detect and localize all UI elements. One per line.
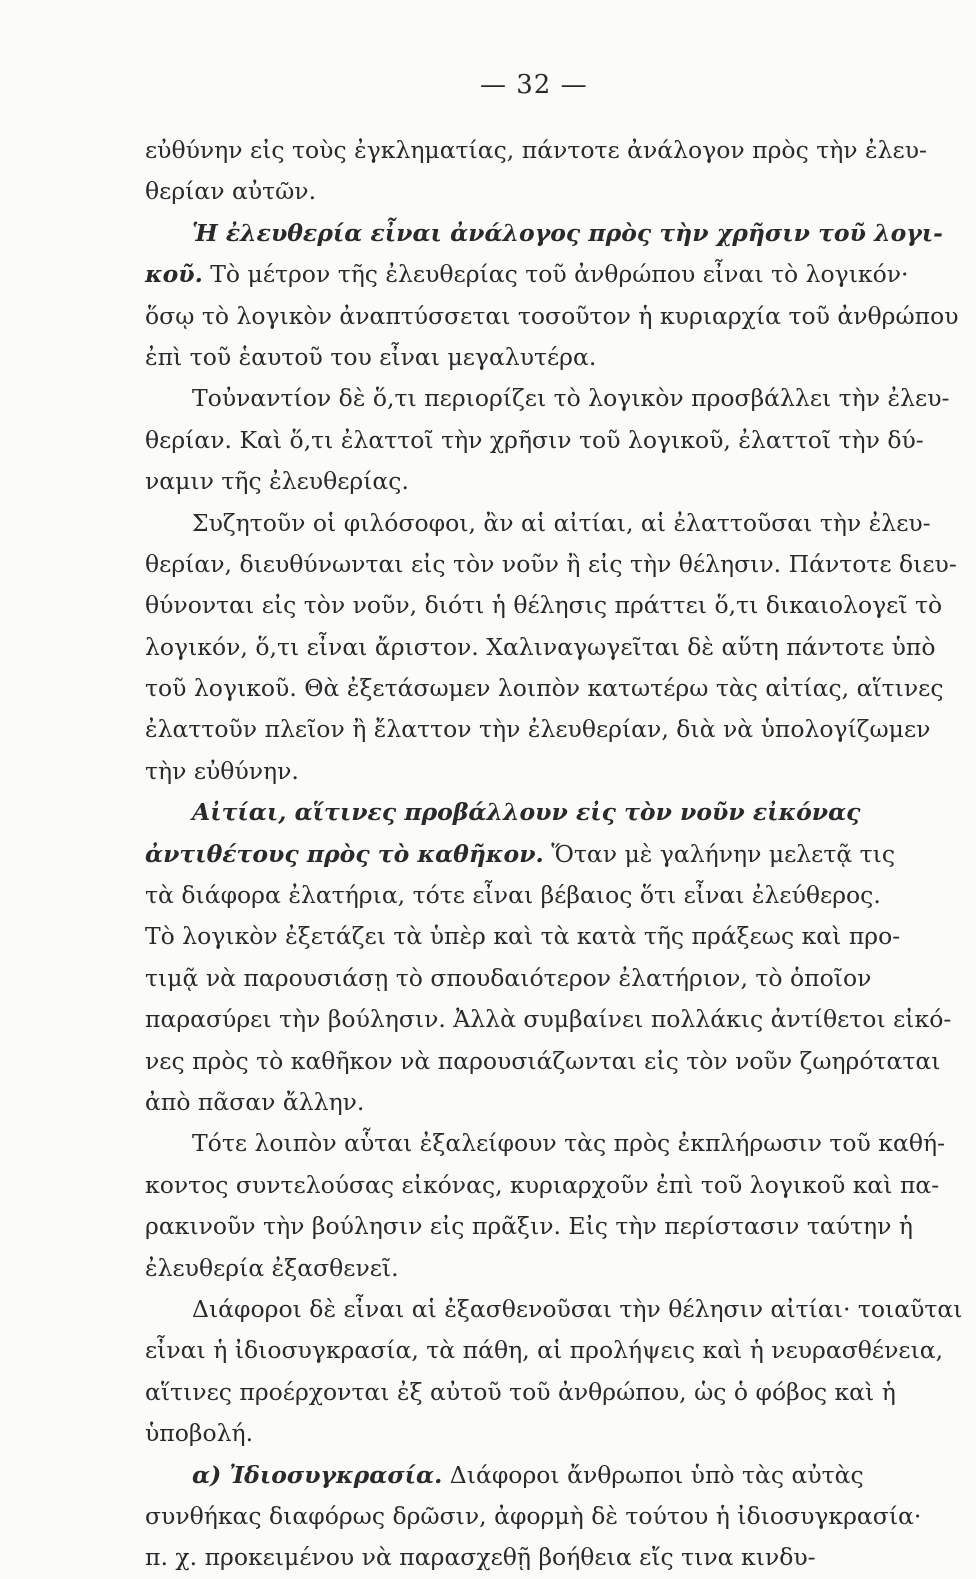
text-line (145, 1123, 965, 1164)
line-text: Τὸ λογικὸν ἐξετάζει τὰ ὑπὲρ καὶ τὰ κατὰ τῆς πράξεως καὶ προ- (145, 922, 901, 951)
text-line (145, 378, 965, 419)
line-text: συνθήκας διαφόρως δρῶσιν, ἀφορμὴ δὲ τούτου ἡ ἰδιοσυγκρασία· (145, 1501, 922, 1530)
line-text: αἵτινες προέρχονται ἐξ αὐτοῦ τοῦ ἀνθρώπου, ὡς ὁ φόβος καὶ ἡ (145, 1377, 896, 1406)
italic-heading: α) Ἰδιοσυγκρασία. (192, 1460, 443, 1489)
text-line (145, 171, 965, 212)
line-text: νες πρὸς τὸ καθῆκον νὰ παρουσιάζωνται εἰς τὸν νοῦν ζωηρόταται (145, 1046, 941, 1075)
text-line (145, 503, 965, 544)
text-line (145, 875, 965, 916)
text-line (145, 627, 965, 668)
text-line (145, 1041, 965, 1082)
body-text (145, 130, 965, 1579)
line-text: θερίαν αὐτῶν. (145, 177, 317, 206)
line-text: τοῦ λογικοῦ. Θὰ ἐξετάσωμεν λοιπὸν κατωτέρω τὰς αἰτίας, αἵτινες (145, 674, 944, 703)
text-line (145, 296, 965, 337)
text-line (145, 668, 965, 709)
line-text: παρασύρει τὴν βούλησιν. Ἀλλὰ συμβαίνει πολλάκις ἀντίθετοι εἰκό- (145, 1005, 952, 1034)
italic-heading: Ἡ ἐλευθερία εἶναι ἀνάλογος πρὸς τὴν χρῆσιν τοῦ λογι- (192, 218, 943, 247)
italic-heading: Αἰτίαι, αἵτινες προβάλλουν εἰς τὸν νοῦν εἰκόνας (192, 798, 861, 827)
line-text: ναμιν τῆς ἐλευθερίας. (145, 467, 409, 496)
text-line (145, 1455, 965, 1496)
text-line (145, 1082, 965, 1123)
text-line (145, 254, 965, 295)
text-line (145, 1372, 965, 1413)
line-text: τὰ διάφορα ἐλατήρια, τότε εἶναι βέβαιος ὅτι εἶναι ἐλεύθερος. (145, 881, 881, 910)
line-text: τὴν εὐθύνην. (145, 756, 299, 785)
line-text: θερίαν, διευθύνωνται εἰς τὸν νοῦν ἢ εἰς τὴν θέλησιν. Πάντοτε διευ- (145, 549, 957, 578)
line-text: Διάφοροι ἄνθρωποι ὑπὸ τὰς αὐτὰς (442, 1460, 864, 1489)
text-line (145, 130, 965, 171)
text-line (145, 1413, 965, 1454)
text-line (145, 420, 965, 461)
line-text: ἀπὸ πᾶσαν ἄλλην. (145, 1087, 365, 1116)
line-text: ἐπὶ τοῦ ἑαυτοῦ του εἶναι μεγαλυτέρα. (145, 342, 597, 371)
line-text: ἐλαττοῦν πλεῖον ἢ ἔλαττον τὴν ἐλευθερίαν, διὰ νὰ ὑπολογίζωμεν (145, 715, 931, 744)
line-text: Τὸ μέτρον τῆς ἐλευθερίας τοῦ ἀνθρώπου εἶναι τὸ λογικόν· (202, 260, 909, 289)
line-text: Διάφοροι δὲ εἶναι αἱ ἐξασθενοῦσαι τὴν θέλησιν αἰτίαι· τοιαῦται (192, 1294, 963, 1323)
line-text: θερίαν. Καὶ ὅ,τι ἐλαττοῖ τὴν χρῆσιν τοῦ λογικοῦ, ἐλαττοῖ τὴν δύ- (145, 425, 924, 454)
text-line (145, 1289, 965, 1330)
line-text: ὅσῳ τὸ λογικὸν ἀναπτύσσεται τοσοῦτον ἡ κυριαρχία τοῦ ἀνθρώπου (145, 301, 959, 330)
line-text: Τότε λοιπὸν αὗται ἐξαλείφουν τὰς πρὸς ἐκπλήρωσιν τοῦ καθή- (192, 1129, 946, 1158)
line-text: ἐλευθερία ἐξασθενεῖ. (145, 1253, 399, 1282)
text-line (145, 834, 965, 875)
text-line (145, 999, 965, 1040)
text-line (145, 1248, 965, 1289)
line-text: Τοὐναντίον δὲ ὅ,τι περιορίζει τὸ λογικὸν προσβάλλει τὴν ἐλευ- (192, 384, 950, 413)
text-line (145, 1496, 965, 1537)
text-line (145, 1330, 965, 1371)
line-text: εὐθύνην εἰς τοὺς ἐγκληματίας, πάντοτε ἀνάλογον πρὸς τὴν ἐλευ- (145, 136, 927, 164)
line-text: π. χ. προκειμένου νὰ παρασχεθῇ βοήθεια εἴς τινα κινδυ- (145, 1543, 816, 1572)
text-line (145, 916, 965, 957)
text-line (145, 958, 965, 999)
text-line (145, 461, 965, 502)
line-text: κοντος συντελούσας εἰκόνας, κυριαρχοῦν ἐπὶ τοῦ λογικοῦ καὶ πα- (145, 1170, 940, 1199)
line-text: λογικόν, ὅ,τι εἶναι ἄριστον. Χαλιναγωγεῖται δὲ αὕτη πάντοτε ὑπὸ (145, 632, 936, 661)
italic-heading: ἀντιθέτους πρὸς τὸ καθῆκον. (145, 839, 544, 868)
page-number: — 32 — (480, 70, 588, 100)
line-text: εἶναι ἡ ἰδιοσυγκρασία, τὰ πάθη, αἱ προλήψεις καὶ ἡ νευρασθένεια, (145, 1336, 944, 1365)
text-line (145, 1206, 965, 1247)
line-text: ρακινοῦν τὴν βούλησιν εἰς πρᾶξιν. Εἰς τὴν περίστασιν ταύτην ἡ (145, 1212, 913, 1241)
text-line (145, 792, 965, 833)
text-line (145, 709, 965, 750)
line-text: θύνονται εἰς τὸν νοῦν, διότι ἡ θέλησις πράττει ὅ,τι δικαιολογεῖ τὸ (145, 591, 943, 620)
text-line (145, 544, 965, 585)
text-line (145, 213, 965, 254)
text-line (145, 1165, 965, 1206)
text-line (145, 1537, 965, 1578)
text-line (145, 585, 965, 626)
text-line (145, 337, 965, 378)
line-text: ὑποβολή. (145, 1419, 254, 1448)
line-text: τιμᾷ νὰ παρουσιάσῃ τὸ σπουδαιότερον ἐλατήριον, τὸ ὁποῖον (145, 963, 872, 992)
text-line (145, 751, 965, 792)
line-text: Συζητοῦν οἱ φιλόσοφοι, ἂν αἱ αἰτίαι, αἱ ἐλαττοῦσαι τὴν ἐλευ- (192, 508, 931, 537)
line-text: Ὅταν μὲ γαλήνην μελετᾷ τις (543, 839, 896, 868)
italic-heading: κοῦ. (145, 260, 203, 289)
